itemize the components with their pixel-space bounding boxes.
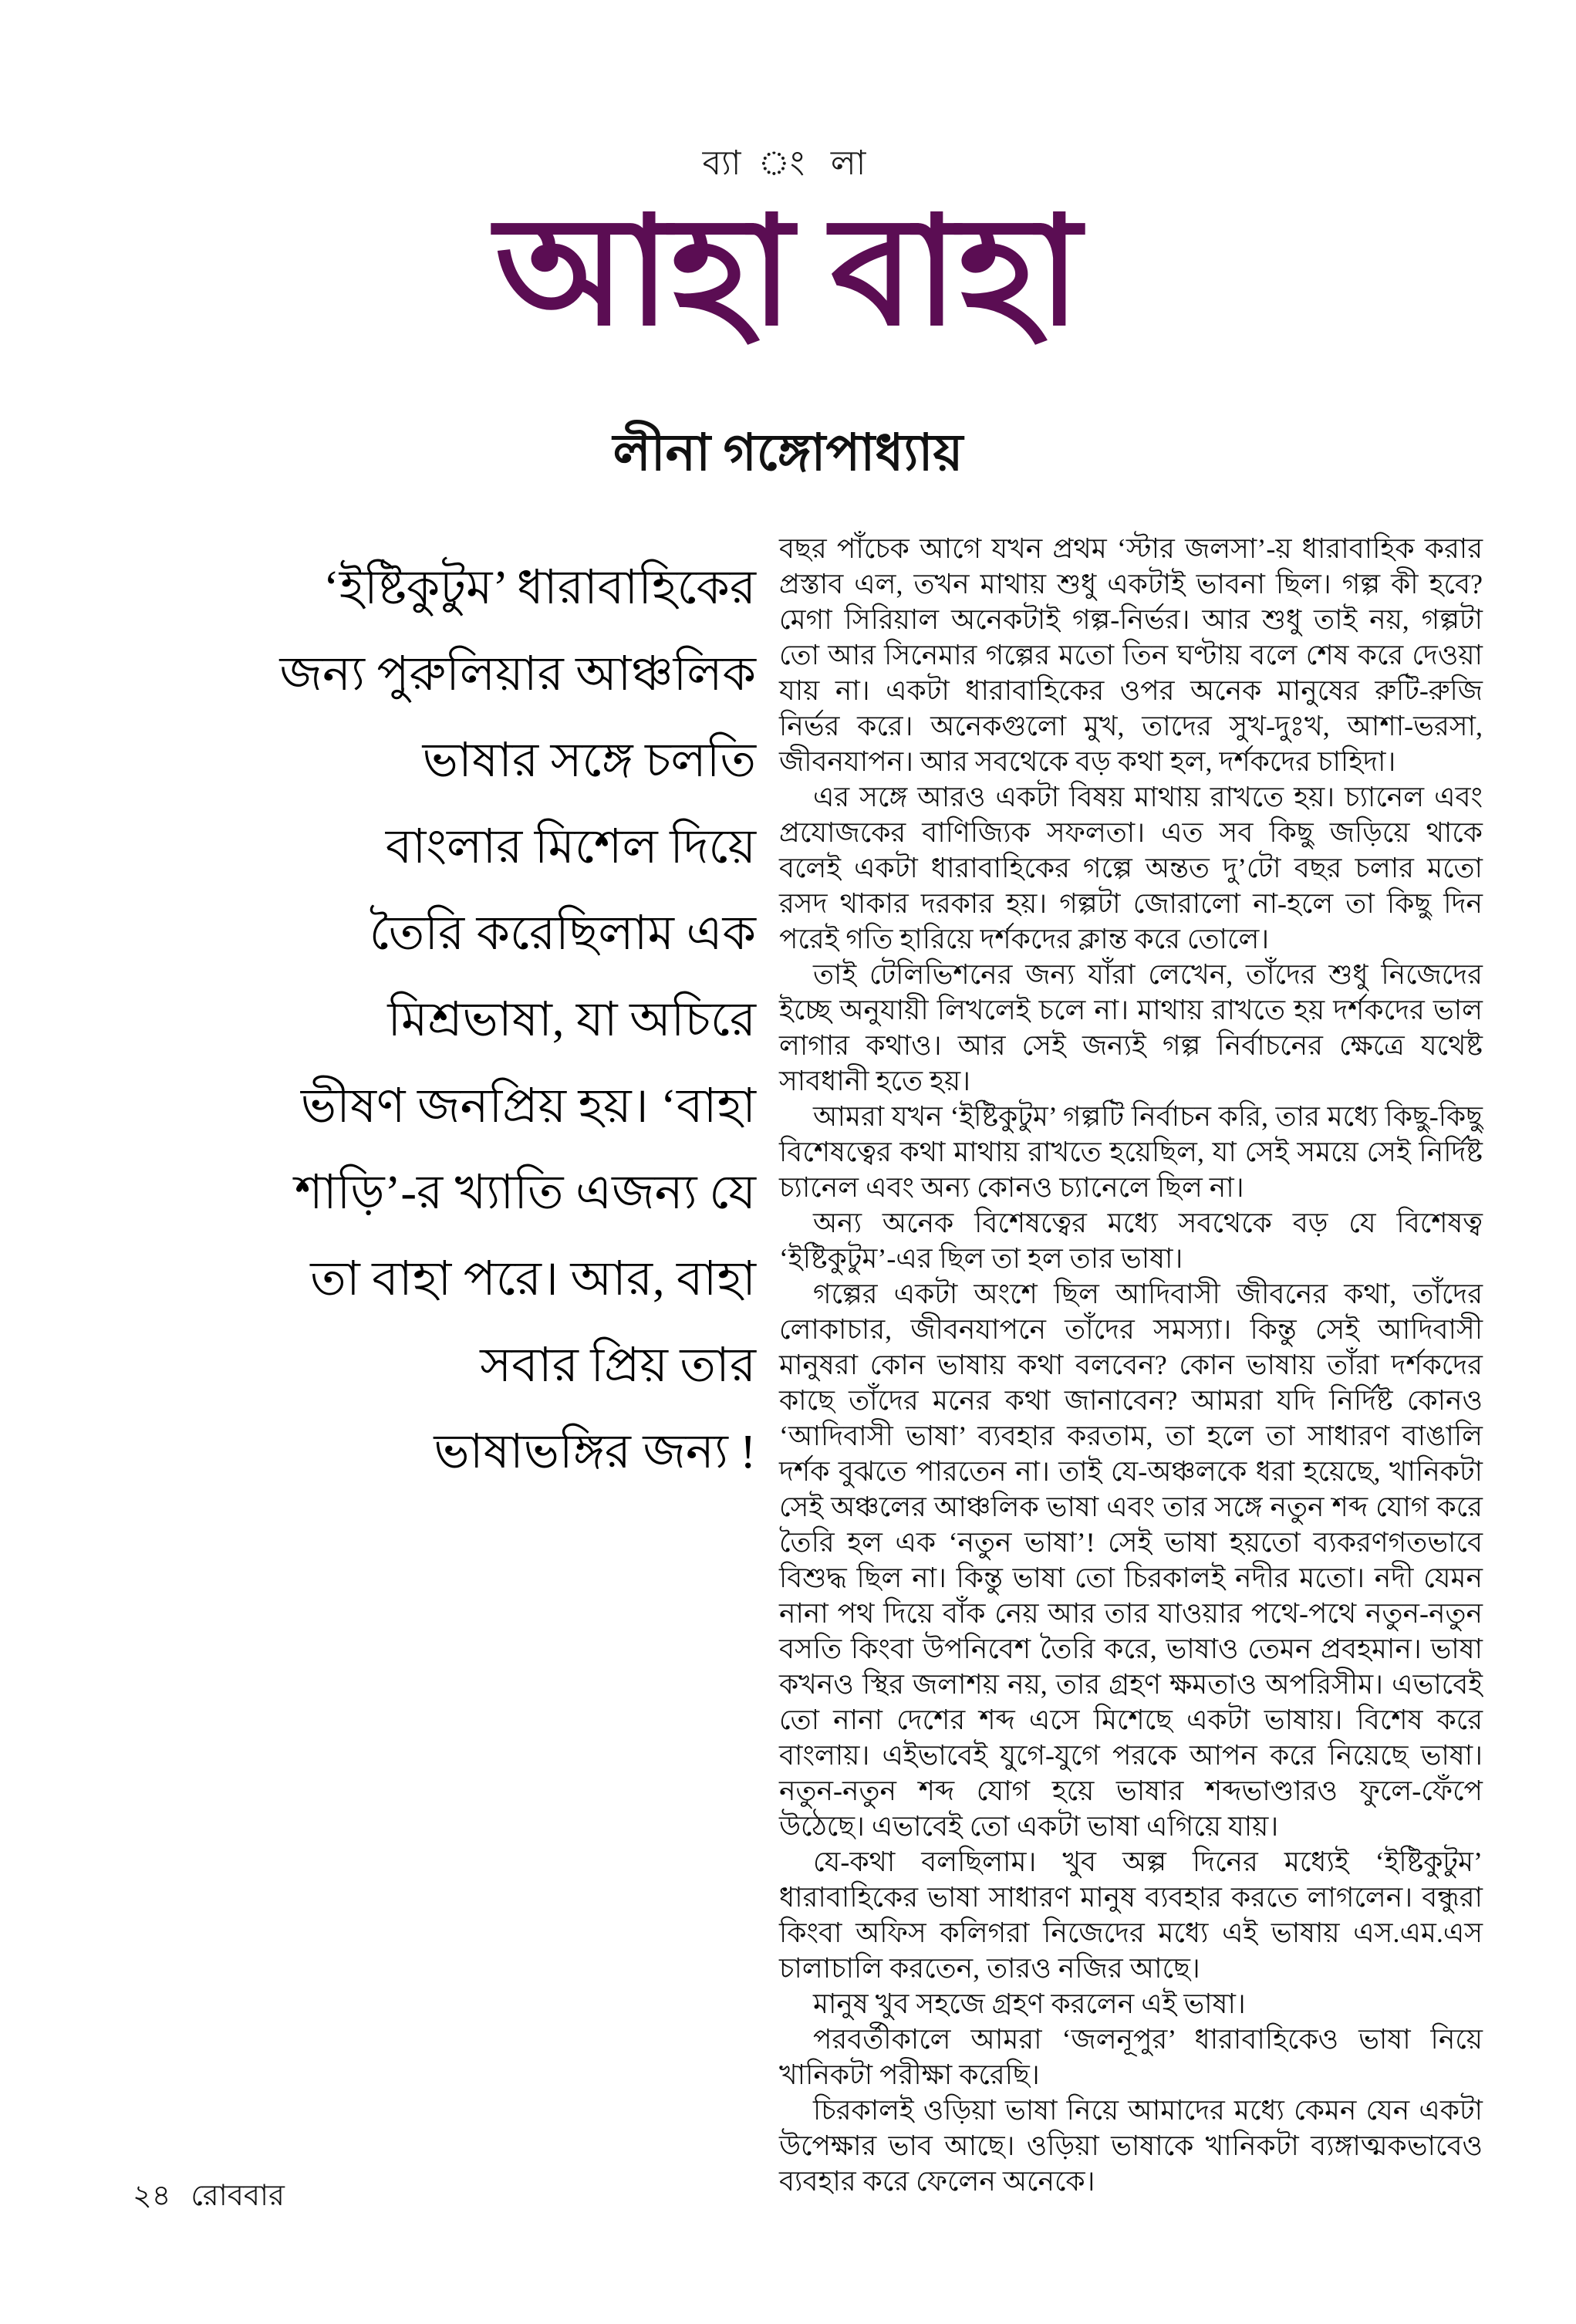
pull-quote-line: ভীষণ জনপ্রিয় হয়। ‘বাহা xyxy=(300,1080,756,1133)
pull-quote-line: সবার প্রিয় তার xyxy=(480,1339,756,1392)
magazine-name: রোববার xyxy=(191,2178,285,2212)
body-paragraph: চিরকালই ওড়িয়া ভাষা নিয়ে আমাদের মধ্যে কেমন যেন একটা উপেক্ষার ভাব আছে। ওড়িয়া ভাষাকে খানিকটা ব্যঙ্গাত্মকভাবেও ব্যবহার করে ফেলেন অনেকে। xyxy=(779,2095,1483,2197)
article-body xyxy=(779,531,1483,2199)
body-paragraph: আমরা যখন ‘ইষ্টিকুটুম’ গল্পটি নির্বাচন করি, তার মধ্যে কিছু-কিছু বিশেষত্বের কথা মাথায় রাখতে হয়েছিল, যা সেই সময়ে সেই নির্দিষ্ট চ্যানেল এবং অন্য কোনও চ্যানেলে ছিল না। xyxy=(779,1101,1483,1203)
body-paragraph: পরবর্তীকালে আমরা ‘জলনূপুর’ ধারাবাহিকেও ভাষা নিয়ে খানিকটা পরীক্ষা করেছি। xyxy=(779,2024,1483,2090)
body-paragraph: মানুষ খুব সহজে গ্রহণ করলেন এই ভাষা। xyxy=(813,1988,1246,2019)
pull-quote-line: ভাষার সঙ্গে চলতি xyxy=(422,735,756,787)
pull-quote-line: শাড়ি’-র খ্যাতি এজন্য যে xyxy=(295,1167,756,1219)
section-kicker: ব্যা ং লা xyxy=(702,144,874,183)
author-name: লীনা গঙ্গোপাধ্যায় xyxy=(613,425,963,481)
pull-quote xyxy=(120,545,756,1495)
pull-quote-line: ভাষাভঙ্গির জন্য ! xyxy=(434,1426,756,1478)
page-footer xyxy=(133,2173,285,2222)
pull-quote-line: বাংলার মিশেল দিয়ে xyxy=(385,821,756,873)
body-paragraph: যে-কথা বলছিলাম। খুব অল্প দিনের মধ্যেই ‘ইষ্টিকুটুম’ ধারাবাহিকের ভাষা সাধারণ মানুষ ব্যবহার করতে লাগলেন। বন্ধুরা কিংবা অফিস কলিগরা নিজেদের মধ্যে এই ভাষায় এস.এম.এস চালাচালি করতেন, তারও নজির আছে। xyxy=(779,1846,1483,1984)
pull-quote-line: মিশ্রভাষা, যা অচিরে xyxy=(387,994,756,1046)
page-number: ২৪ xyxy=(133,2178,171,2212)
article-title: আহা বাহা xyxy=(494,190,1082,356)
pull-quote-line: তা বাহা পরে। আর, বাহা xyxy=(310,1253,756,1306)
body-paragraph: এর সঙ্গে আরও একটা বিষয় মাথায় রাখতে হয়। চ্যানেল এবং প্রযোজকের বাণিজ্যিক সফলতা। এত সব কিছু জড়িয়ে থাকে বলেই একটা ধারাবাহিকের গল্পে অন্তত দু’টো বছর চলার মতো রসদ থাকার দরকার হয়। গল্পটা জোরালো না-হলে তা কিছু দিন পরেই গতি হারিয়ে দর্শকদের ক্লান্ত করে তোলে। xyxy=(779,782,1483,954)
body-paragraph: তাই টেলিভিশনের জন্য যাঁরা লেখেন, তাঁদের শুধু নিজেদের ইচ্ছে অনুযায়ী লিখলেই চলে না। মাথায় রাখতে হয় দর্শকদের ভাল লাগার কথাও। আর সেই জন্যই গল্প নির্বাচনের ক্ষেত্রে যথেষ্ট সাবধানী হতে হয়। xyxy=(779,959,1483,1096)
pull-quote-line: ‘ইষ্টিকুটুম’ ধারাবাহিকের xyxy=(323,562,756,614)
body-paragraph: বছর পাঁচেক আগে যখন প্রথম ‘স্টার জলসা’-য় ধারাবাহিক করার প্রস্তাব এল, তখন মাথায় শুধু একটাই ভাবনা ছিল। গল্প কী হবে? মেগা সিরিয়াল অনেকটাই গল্প-নির্ভর। আর শুধু তাই নয়, গল্পটা তো আর সিনেমার গল্পের মতো তিন ঘণ্টায় বলে শেষ করে দেওয়া যায় না। একটা ধারাবাহিকের ওপর অনেক মানুষের রুটি-রুজি নির্ভর করে। অনেকগুলো মুখ, তাদের সুখ-দুঃখ, আশা-ভরসা, জীবনযাপন। আর সবথেকে বড় কথা হল, দর্শকদের চাহিদা। xyxy=(779,533,1483,777)
pull-quote-line: জন্য পুরুলিয়ার আঞ্চলিক xyxy=(279,648,756,701)
body-paragraph: অন্য অনেক বিশেষত্বের মধ্যে সবথেকে বড় যে বিশেষত্ব ‘ইষ্টিকুটুম’-এর ছিল তা হল তার ভাষা। xyxy=(779,1208,1483,1274)
body-paragraph: গল্পের একটা অংশে ছিল আদিবাসী জীবনের কথা, তাঁদের লোকাচার, জীবনযাপনে তাঁদের সমস্যা। কিন্তু সেই আদিবাসী মানুষরা কোন ভাষায় কথা বলবেন? কোন ভাষায় তাঁরা দর্শকদের কাছে তাঁদের মনের কথা জানাবেন? আমরা যদি নির্দিষ্ট কোনও ‘আদিবাসী ভাষা’ ব্যবহার করতাম, তা হলে তা সাধারণ বাঙালি দর্শক বুঝতে পারতেন না। তাই যে-অঞ্চলকে ধরা হয়েছে, খানিকটা সেই অঞ্চলের আঞ্চলিক ভাষা এবং তার সঙ্গে নতুন শব্দ যোগ করে তৈরি হল এক ‘নতুন ভাষা’! সেই ভাষা হয়তো ব্যকরণগতভাবে বিশুদ্ধ ছিল না। কিন্তু ভাষা তো চিরকালই নদীর মতো। নদী যেমন নানা পথ দিয়ে বাঁক নেয় আর তার যাওয়ার পথে-পথে নতুন-নতুন বসতি কিংবা উপনিবেশ তৈরি করে, ভাষাও তেমন প্রবহমান। ভাষা কখনও স্থির জলাশয় নয়, তার গ্রহণ ক্ষমতাও অপরিসীম। এভাবেই তো নানা দেশের শব্দ এসে মিশেছে একটা ভাষায়। বিশেষ করে বাংলায়। এইভাবেই যুগে-যুগে পরকে আপন করে নিয়েছে ভাষা। নতুন-নতুন শব্দ যোগ হয়ে ভাষার শব্দভাণ্ডারও ফুলে-ফেঁপে উঠেছে। এভাবেই তো একটা ভাষা এগিয়ে যায়। xyxy=(779,1279,1483,1842)
pull-quote-line: তৈরি করেছিলাম এক xyxy=(369,907,756,960)
